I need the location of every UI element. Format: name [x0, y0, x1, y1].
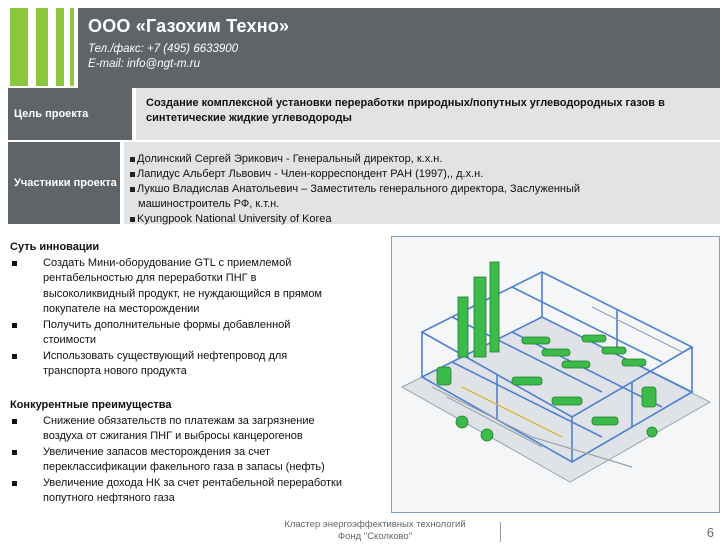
list-item: Использовать существующий нефтепровод для транспорта нового продукта	[10, 349, 380, 380]
bullet-icon	[12, 481, 17, 486]
accent-bar-2	[36, 8, 48, 86]
bullet-icon	[130, 217, 135, 222]
page-number: 6	[706, 525, 714, 540]
company-name: ООО «Газохим Техно»	[88, 16, 290, 36]
participant-item-continuation: машиностроитель РФ, к.т.н.	[138, 198, 280, 210]
phone-fax: Тел./факс: +7 (495) 6633900	[88, 43, 239, 55]
advantages-title: Конкурентные преимущества	[10, 399, 172, 411]
participant-item: Kyungpook National University of Korea	[130, 212, 714, 227]
participants-label: Участники проекта	[8, 142, 120, 224]
bullet-icon	[12, 419, 17, 424]
plant-3d-model-image	[391, 236, 720, 513]
goal-text: Создание комплексной установки переработки природных/попутных углеводородных газов в синтетические жидкие углеводороды	[136, 88, 720, 140]
innovation-section	[10, 240, 380, 380]
list-item: Увеличение дохода НК за счет рентабельной переработки попутного нефтяного газа	[10, 476, 380, 507]
email: E-mail: info@ngt-m.ru	[88, 58, 201, 70]
footer	[250, 519, 500, 543]
participants-list	[124, 142, 720, 224]
list-item: Снижение обязательств по платежам за загрязнение воздуха от сжигания ПНГ и выбросы канцерогенов	[10, 414, 380, 445]
goal-label: Цель проекта	[8, 88, 132, 140]
accent-bar-3	[56, 8, 64, 86]
contact-info	[88, 42, 710, 72]
advantages-section	[10, 398, 380, 507]
accent-bar-1	[10, 8, 28, 86]
list-item: Увеличение запасов месторождения за счет переклассификации факельного газа в запасы (нефть)	[10, 445, 380, 476]
bullet-icon	[12, 450, 17, 455]
header-panel	[78, 8, 720, 88]
footer-divider	[500, 522, 501, 542]
bullet-icon	[130, 157, 135, 162]
participant-item: Лукшо Владислав Анатольевич – Заместитель генерального директора, Заслуженный	[130, 182, 714, 197]
list-item: Получить дополнительные формы добавленной стоимости	[10, 318, 380, 349]
bullet-icon	[12, 354, 17, 359]
bullet-icon	[130, 187, 135, 192]
bullet-icon	[12, 323, 17, 328]
innovation-title: Суть инновации	[10, 241, 100, 253]
footer-line2: Фонд "Сколково"	[337, 531, 413, 542]
bullet-icon	[12, 261, 17, 266]
bullet-icon	[130, 172, 135, 177]
list-item: Создать Мини-оборудование GTL с приемлемой рентабельностью для переработки ПНГ в высоколиквидный продукт, не нуждающийся в прямом покупателе на месторождении	[10, 256, 380, 318]
participant-item: Лапидус Альберт Львович - Член-корреспондент РАН (1997),, д.х.н.	[130, 167, 714, 182]
participant-item: Долинский Сергей Эрикович - Генеральный директор, к.х.н.	[130, 152, 714, 167]
accent-bar-4	[70, 8, 74, 86]
footer-line1: Кластер энергоэффективных технологий	[284, 519, 466, 530]
